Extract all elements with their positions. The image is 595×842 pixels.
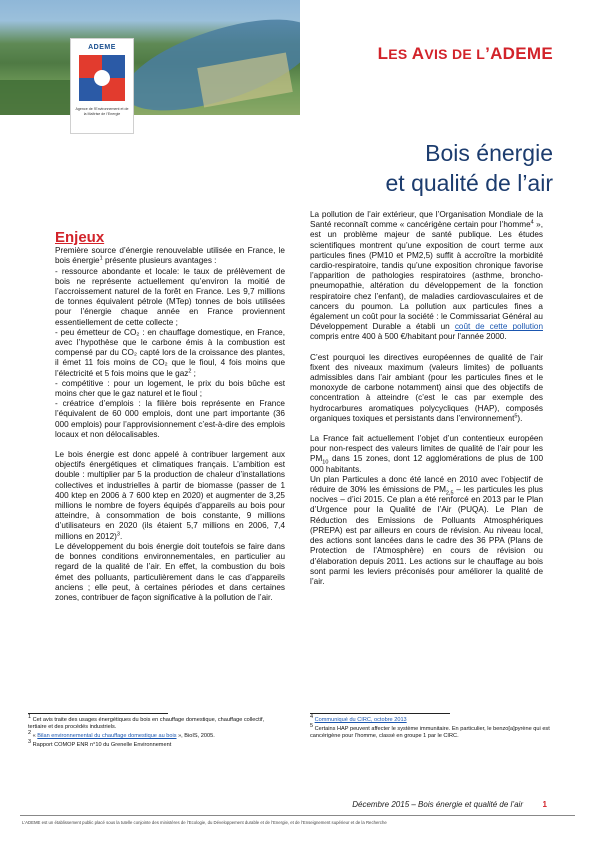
title-line-1: Bois énergie (425, 140, 553, 166)
link-bilan-environnemental[interactable]: Bilan environnemental du chauffage domestique au bois (37, 733, 177, 739)
bullet-competitive: - compétitive : pour un logement, le prix du bois bûche est moins cher que le gaz naturel et le fioul ; (55, 378, 285, 399)
right-column (310, 210, 543, 587)
title-line-2: et qualité de l’air (385, 170, 553, 196)
logo-brand: ADEME (88, 44, 116, 51)
bullet-ressource: - ressource abondante et locale: le taux de prélèvement de bois ne représente actuellement qu’environ la moitié de l’accroissement naturel de la forêt en France. Les 9,7 millions de tonnes équivalent pétrole (MTep) tonnes de bois utilisées pour l’énergie chaque année en France proviennent essentiellement de cette collecte ; (55, 266, 285, 327)
header-photo (0, 0, 300, 115)
footnote-4: $^4$ Communiqué du CIRC, octobre 2013 (310, 714, 407, 723)
link-cout-pollution[interactable]: coût de cette pollution (454, 322, 543, 332)
running-footer: Décembre 2015 – Bois énergie et qualité de l’air (352, 800, 523, 809)
footnote-divider-left (28, 713, 168, 714)
legal-notice: L’ADEME est un établissement public placé sous la tutelle conjointe des ministères de l’Ecologie, du Développement durable et de l’Energie, et de l’Enseignement supérieur et de la Recherche (22, 820, 387, 825)
link-communique-circ[interactable]: Communiqué du CIRC, octobre 2013 (314, 717, 407, 723)
paragraph-pollution: La pollution de l’air extérieur, que l’Organisation Mondiale de la Santé reconnaît comme « cancérigène certain pour l’homme$^4$ », est un problème majeur de santé publique. Les études scientifiques montrent qu’une exposition de court terme aux particules fines (PM10 et PM2,5) suffit à accroître la morbidité cardio-respiratoire, tandis qu’une exposition chronique favorise l’apparition de pathologies respiratoires (asthme, broncho-pneumopathie, altération du développement de la fonction respiratoire chez l’enfant), de maladies cardiovasculaires et de cancers du poumon. La pollution aux particules fines a également un coût pour la société : le Commissariat Général au Développement Durable a établi un coût de cette pollution compris entre 400 à 500 €/habitant pour l’année 2000. (310, 210, 543, 342)
paragraph-plan-particules: Un plan Particules a donc été lancé en 2010 avec l’objectif de réduire de 30% les émissions de $PM_{2,5}$ – les particules les plus nocives – d’ici 2015. Ce plan a été renforcé en 2013 par le Plan d’Urgence pour la Qualité de l’Air (PUQA). Le Plan de Réduction des Emissions de Polluants Atmosphériques (PREPA) est par ailleurs en cours de révision. Au niveau local, des actions sont lancées dans le cadre des 36 PPA (Plans de Protection de l’Atmosphère) en cours de révision ou d’élaboration depuis 2011. Les actions sur le chauffage au bois sont parmi les leviers préconisés pour améliorer la qualité de l’air. (310, 474, 543, 586)
footnotes-left (28, 714, 278, 751)
footer-divider (20, 815, 575, 816)
ademe-logo (70, 38, 134, 134)
footnote-1: $^1$ Cet avis traite des usages énergétiques du bois en chauffage domestique, chauffage collectif, tertiaire et des procédés industriels. (28, 714, 265, 730)
paragraph-directives: C’est pourquoi les directives européennes de qualité de l’air fixent des niveaux maximum (valeurs limites) de polluants admissibles dans l’air ambiant (pour les particules fines et le monoxyde de carbone notamment) ainsi que des objectifs de concentration à atteindre (c’est le cas par exemple des hydrocarbures aromatiques polycycliques (HAP), composés organiques toxiques et persistants dans l’environnement$^5$). (310, 352, 543, 423)
footnote-divider-right (310, 713, 450, 714)
section-heading-enjeux: Enjeux (55, 229, 105, 246)
paragraph-contentieux: La France fait actuellement l’objet d’un contentieux européen pour non-respect des valeurs limites de qualité de l’air pour les $PM_{10}$ dans 15 zones, dont 12 agglomérations de plus de 100 000 habitants. (310, 434, 543, 474)
page-number: 1 (542, 800, 547, 809)
paragraph-developpement: Le développement du bois énergie doit toutefois se faire dans de bonnes conditions environnementales, en particulier au regard de la qualité de l’air. En effet, la combustion du bois émet des polluants, particulièrement dans le cas d’appareils anciens ; elle peut, à certaines périodes et dans certaines zones, contribuer de façon significative à la pollution de l’air. (55, 541, 285, 602)
left-column (55, 229, 285, 603)
bullet-co2: - peu émetteur de CO₂ : en chauffage domestique, en France, avec l’hypothèse que le carbone émis à la combustion est compensé par du CO₂ capté lors de la croissance des plantes, il émet 11 fois moins de CO₂ que le fioul, 4 fois moins que l’électricité et 5 fois moins que le gaz$^2$ ; (55, 327, 285, 378)
footnote-5: $^5$ Certains HAP peuvent affecter le système immunitaire. En particulier, le benzo[a]pyrène qui est cancérigène pour l’homme, classé en groupe 1 par le CIRC. (310, 723, 550, 739)
footnotes-right (310, 714, 555, 742)
intro-paragraph: Première source d’énergie renouvelable utilisée en France, le bois énergie$^1$ présente plusieurs avantages : (55, 246, 285, 266)
logo-emblem-icon (79, 55, 125, 101)
bullet-emplois: - créatrice d’emplois : la filière bois représente en France l’équivalent de 60 000 emplois, dont une part importante (36 000 emplois) pour l’approvisionnement c’est-à-dire des emplois locaux et non délocalisables. (55, 399, 285, 439)
document-title (386, 138, 554, 198)
footnote-3: $^3$ Rapport COMOP ENR n°10 du Grenelle Environnement (28, 739, 172, 748)
paragraph-objectifs: Le bois énergie est donc appelé à contribuer largement aux objectifs énergétiques et climatiques français. L’ambition est double : multiplier par 5 la production de chaleur d’installations collectives et industrielles à partir de biomasse (passer de 1 400 ktep en 2006 à 7 600 ktep en 2020) et augmenter de 3,25 millions le nombre de foyers équipés d’appareils au bois pour atteindre, à consommation de bois constante, 9 millions d’utilisateurs en 2020 (ils étaient 5,7 millions en 2006, 7,4 millions en 2012)$^3$. (55, 450, 285, 541)
footnote-2: $^2$ « Bilan environnemental du chauffage domestique au bois », BioIS, 2005. (28, 730, 215, 739)
logo-agency-name: Agence de l’Environnement et de la Maîtrise de l’Energie (75, 107, 129, 116)
series-title: LES AVIS DE L’ADEME (377, 44, 553, 63)
